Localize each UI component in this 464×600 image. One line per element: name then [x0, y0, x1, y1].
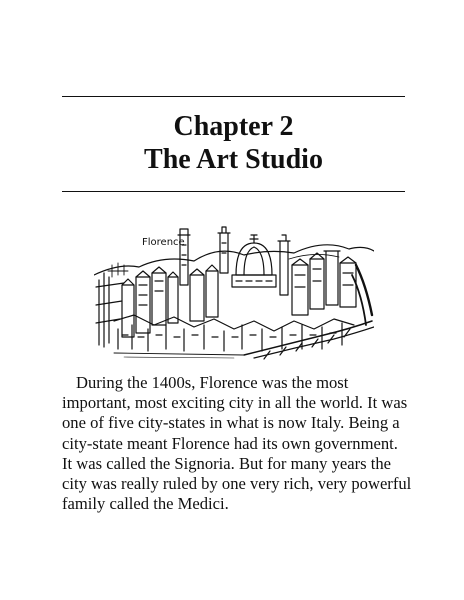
chapter-title — [62, 110, 405, 176]
campanile — [278, 235, 290, 295]
body-paragraph: During the 1400s, Florence was the most important, most exciting city in all the world. It was one of five city-states in what is now Italy. Being a city-state meant Florence had its own government. It was called the Signoria. But for many years the city was really ruled by one very rich, very powerful family called the Medici. — [62, 373, 412, 514]
chapter-heading: Chapter 2 — [173, 111, 294, 142]
hills — [94, 245, 374, 275]
top-divider — [62, 96, 405, 97]
palazzo-tower — [218, 227, 230, 273]
body-text — [62, 373, 412, 514]
dome — [236, 243, 272, 275]
florence-label: Florence — [142, 237, 185, 248]
florence-city-illustration — [94, 225, 374, 360]
wall-left — [99, 273, 109, 347]
chapter-subtitle: The Art Studio — [144, 144, 323, 175]
bottom-divider — [62, 191, 405, 192]
